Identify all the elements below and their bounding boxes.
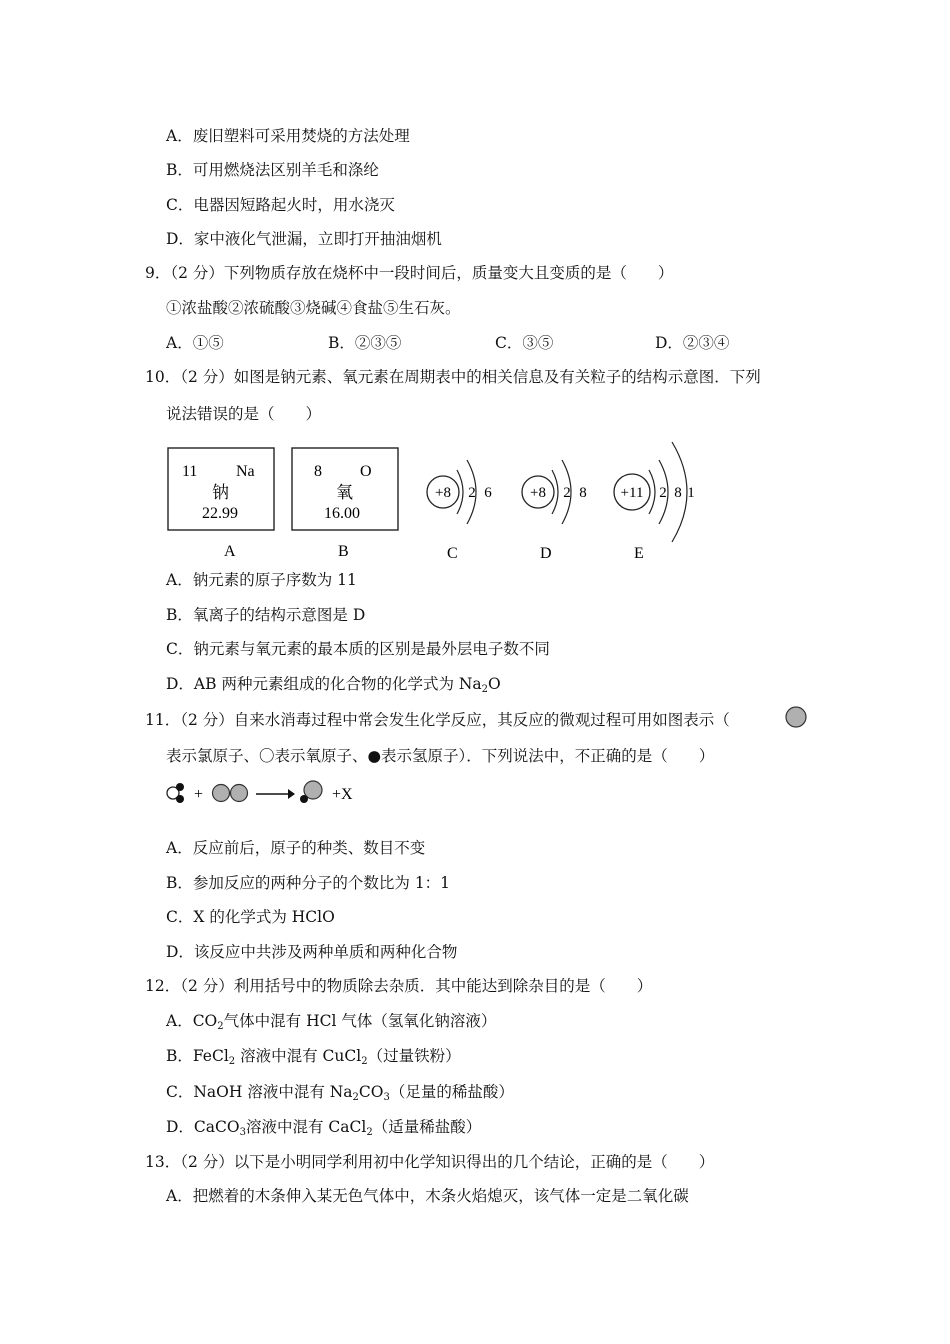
chlorine-molecule-icon [213,785,248,802]
atom-d-shell-1: 2 [563,485,571,501]
q10-option-b: B．氧离子的结构示意图是 D [166,606,366,624]
q12-b-pre: B．FeCl [166,1047,229,1065]
label-c: C [447,545,458,562]
q9-option-c: C．③⑤ [495,334,554,352]
q12-stem: 12．（2 分）利用括号中的物质除去杂质．其中能达到除杂目的是（ ） [145,977,653,995]
q12-option-c [166,1081,514,1106]
q12-b-sub: 2 [228,1056,236,1067]
water-molecule-icon [167,783,184,803]
atom-e-shell-1: 2 [659,485,667,501]
q11-option-c: C．X 的化学式为 HClO [166,908,335,926]
atom-e-shell-3: 1 [687,485,695,501]
q12-d-sub: 3 [239,1127,246,1138]
atom-e-shell-2: 8 [674,485,682,501]
q13-stem: 13．（2 分）以下是小明同学利用初中化学知识得出的几个结论，正确的是（ ） [145,1153,715,1171]
q12-c-mid: CO [358,1083,384,1101]
label-e: E [634,545,644,562]
q12-option-a [166,1010,496,1035]
q12-option-d [166,1116,481,1141]
q10-option-c: C．钠元素与氧元素的最本质的区别是最外层电子数不同 [166,640,550,658]
q11-option-b: B．参加反应的两种分子的个数比为 1：1 [166,874,451,892]
label-b: B [338,543,349,560]
q10-option-d-post: O [488,675,501,693]
chlorine-atom-icon [784,705,808,729]
q12-c-sub: 2 [352,1092,359,1103]
atom-c-shell-2: 6 [484,485,492,501]
q9-option-b: B．②③⑤ [328,334,402,352]
q12-a-post: 气体中混有 HCl 气体（氢氧化钠溶液） [223,1012,497,1030]
q10-option-d-sub: 2 [481,684,489,695]
oxygen-symbol: O [360,463,372,480]
q11-stem-line1: 11．（2 分）自来水消毒过程中常会发生化学反应，其反应的微观过程可用如图表示（ [145,711,730,729]
sodium-mass: 22.99 [202,505,238,522]
q9-stem: 9．（2 分）下列物质存放在烧杯中一段时间后，质量变大且变质的是（ ） [145,264,674,282]
oxygen-atomic-number: 8 [314,463,322,480]
q12-d-mid: 溶液中混有 CaCl [245,1118,367,1136]
q9-option-d: D．②③④ [655,334,730,352]
q12-option-b [166,1045,461,1070]
atom-e-nucleus: +11 [620,485,644,501]
q12-b-sub2: 2 [361,1056,368,1067]
q8-option-b: B．可用燃烧法区别羊毛和涤纶 [166,161,379,179]
q11-stem-line2: 表示氯原子、〇表示氧原子、●表示氢原子）．下列说法中，不正确的是（ ） [166,747,715,765]
oxygen-name: 氧 [336,483,353,502]
q10-option-d [166,673,501,698]
q9-option-a: A．①⑤ [166,334,224,352]
q13-option-a: A．把燃着的木条伸入某无色气体中，木条火焰熄灭，该气体一定是二氧化碳 [166,1187,689,1205]
q9-materials: ①浓盐酸②浓硫酸③烧碱④食盐⑤生石灰。 [166,299,461,317]
reaction-product-x: +X [332,786,353,803]
sodium-symbol: Na [236,463,255,480]
atom-diagram-c [427,460,492,562]
oxygen-mass: 16.00 [324,505,360,522]
q12-d-post: （适量稀盐酸） [372,1118,482,1136]
q10-option-d-text: D．AB 两种元素组成的化合物的化学式为 Na [166,675,482,693]
q12-d-sub2: 2 [366,1127,373,1138]
q8-option-d: D．家中液化气泄漏，立即打开抽油烟机 [166,230,442,248]
label-a: A [224,543,236,560]
q11-option-d: D．该反应中共涉及两种单质和两种化合物 [166,943,458,961]
q11-option-a: A．反应前后，原子的种类、数目不变 [166,839,426,857]
q12-c-sub2: 3 [383,1092,390,1103]
atom-diagram-d [522,460,587,562]
q11-reaction-figure [162,776,362,812]
atom-d-nucleus: +8 [530,485,546,501]
q12-b-mid: 溶液中混有 CuCl [235,1047,362,1065]
q10-stem-line2: 说法错误的是（ ） [166,405,322,423]
q12-b-post: （过量铁粉） [367,1047,461,1065]
q8-option-a: A．废旧塑料可采用焚烧的方法处理 [166,127,410,145]
reaction-plus-sign: + [194,786,204,803]
q12-a-sub: 2 [217,1021,224,1032]
q10-stem-line1: 10．（2 分）如图是钠元素、氧元素在周期表中的相关信息及有关粒子的结构示意图．下列 [145,368,761,386]
atom-c-nucleus: +8 [435,485,451,501]
sodium-atomic-number: 11 [182,463,198,480]
atom-d-shell-2: 8 [579,485,587,501]
atom-c-shell-1: 2 [468,485,476,501]
q12-d-pre: D．CaCO [166,1118,240,1136]
reaction-arrow-icon [256,789,295,799]
q10-option-a: A．钠元素的原子序数为 11 [166,571,357,589]
label-d: D [540,545,552,562]
q12-c-pre: C．NaOH 溶液中混有 Na [166,1083,353,1101]
sodium-name: 钠 [212,483,229,502]
q9-options [166,332,806,354]
q12-a-pre: A．CO [166,1012,218,1030]
q10-figure [160,430,720,570]
q8-option-c: C．电器因短路起火时，用水浇灭 [166,196,395,214]
atom-diagram-e [614,442,695,562]
hcl-molecule-icon [300,781,322,803]
q12-c-post: （足量的稀盐酸） [389,1083,514,1101]
